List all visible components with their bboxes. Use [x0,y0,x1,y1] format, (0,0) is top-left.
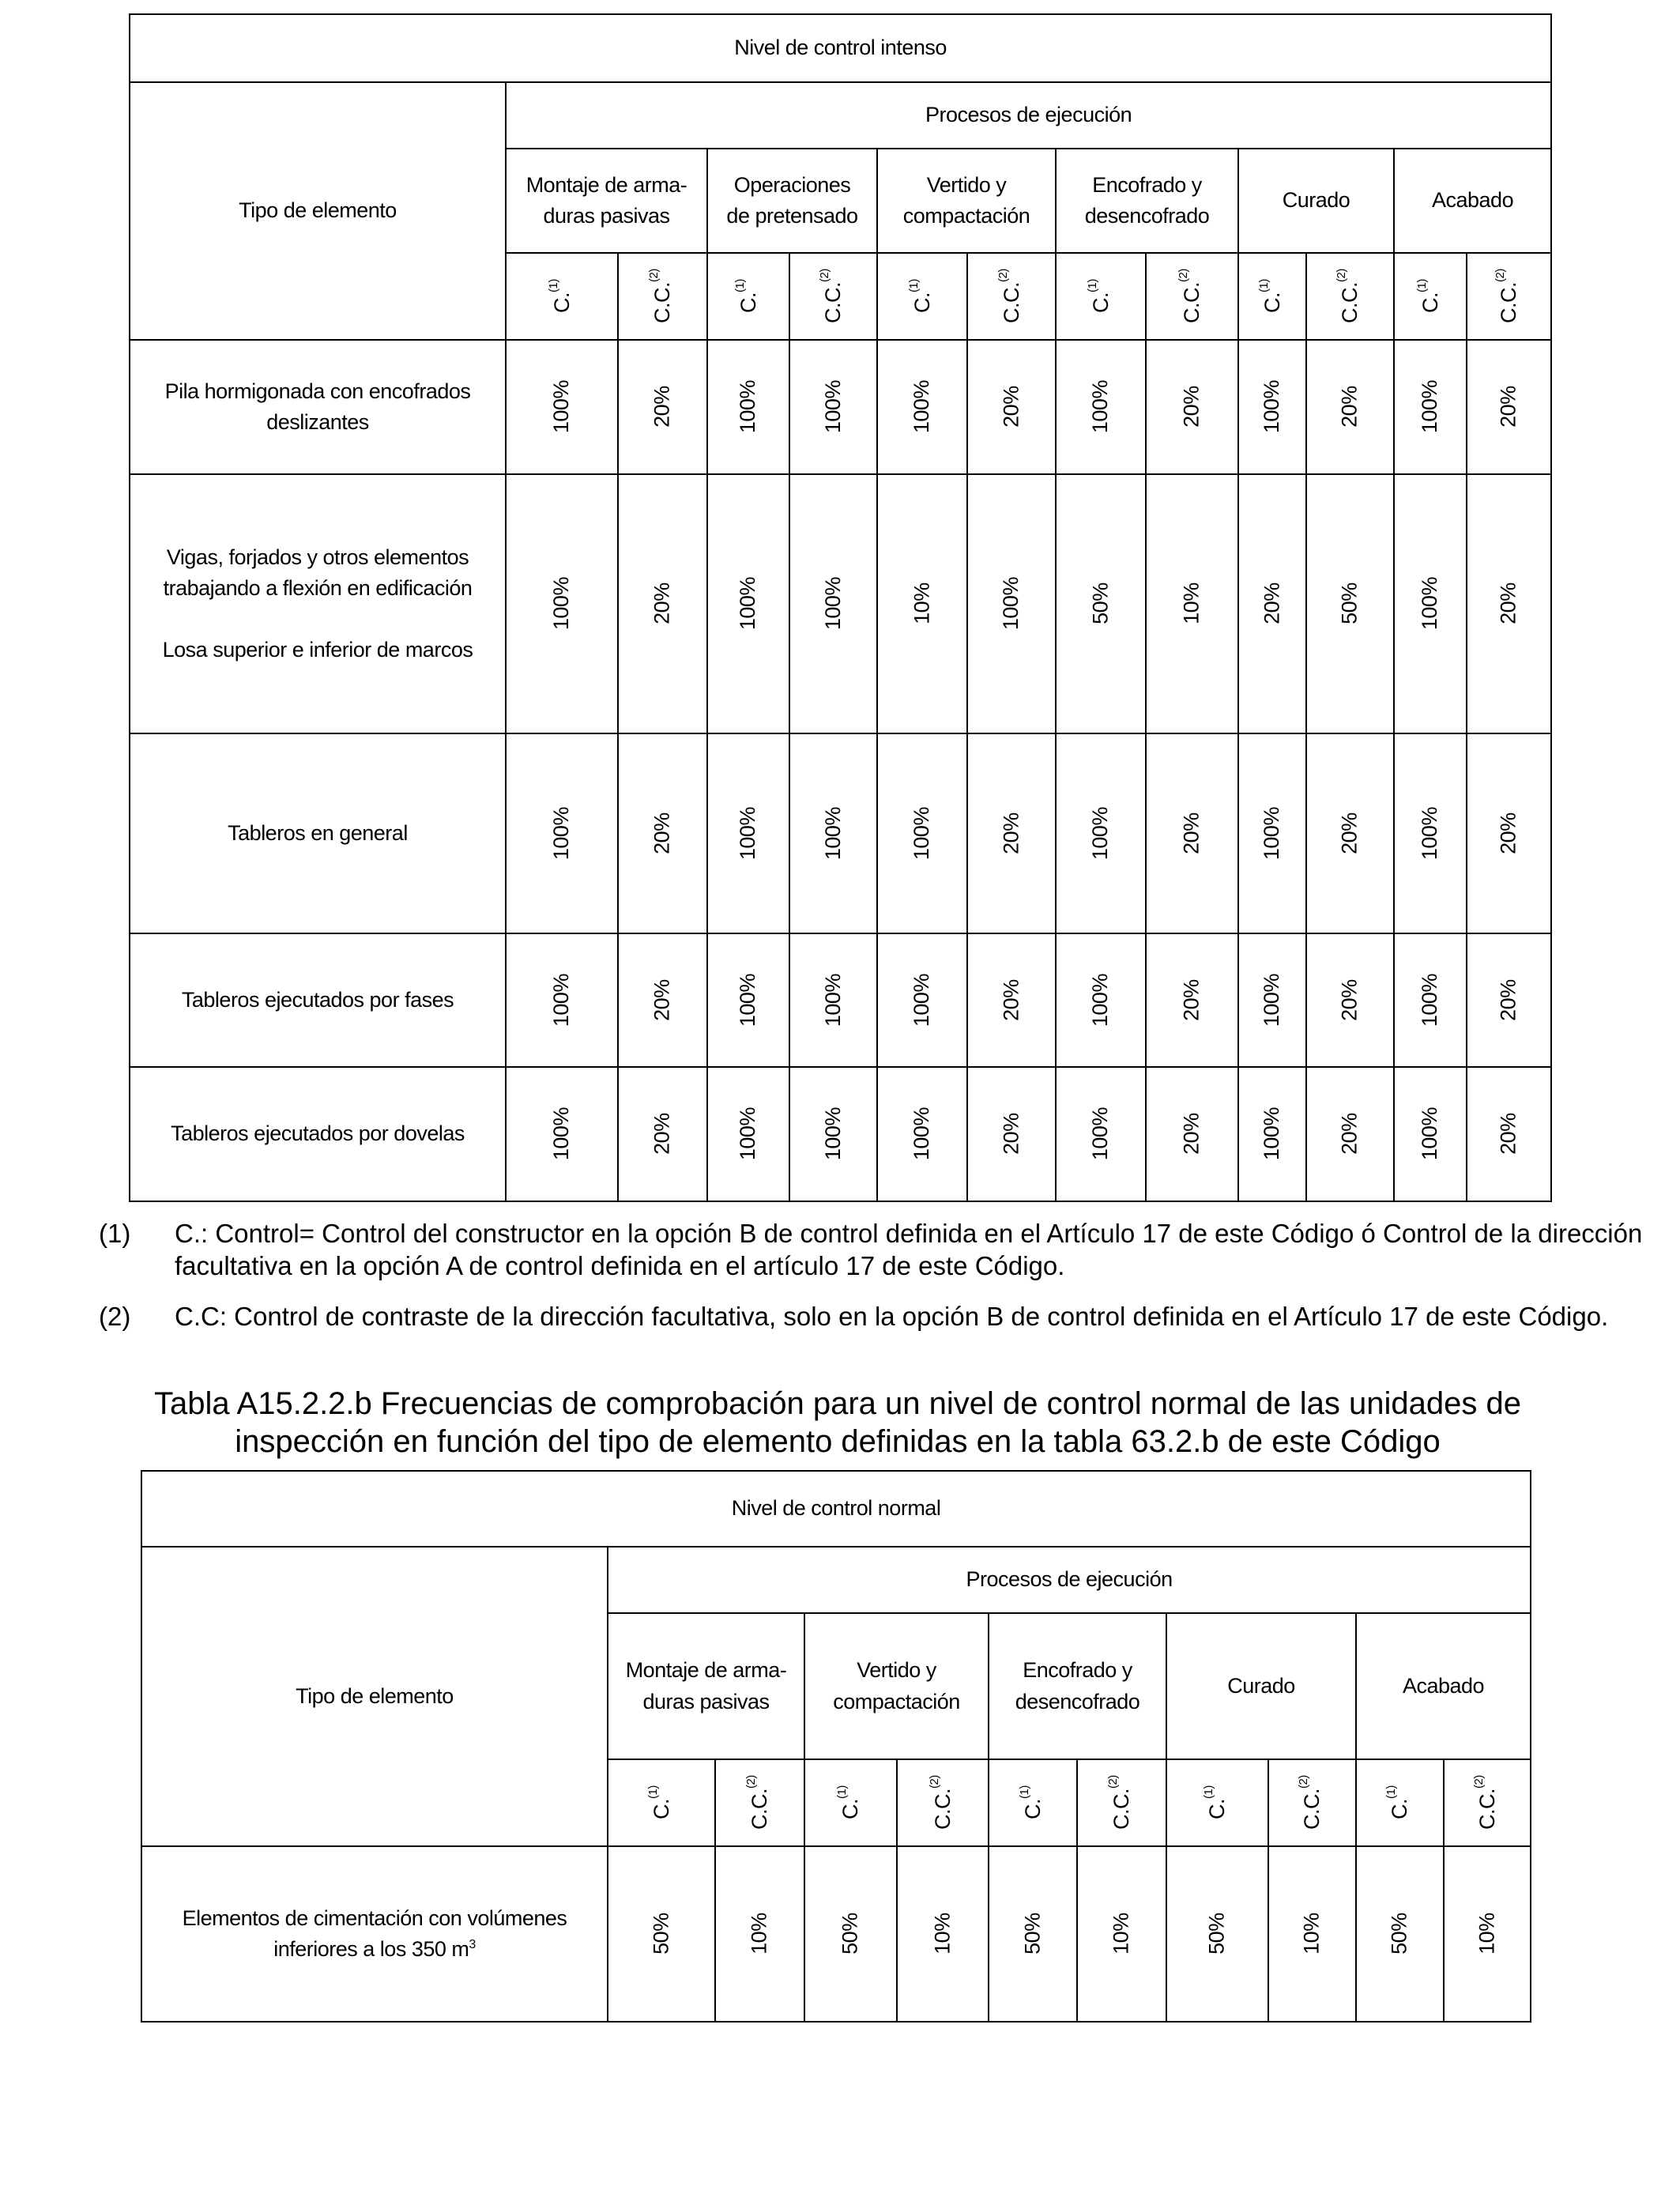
sub-header-c: C.$^{(1)}$ [707,253,789,340]
value-cell: 20% [618,933,707,1067]
process-header-cell: Acabado [1394,149,1551,253]
value-cell: 20% [1306,1067,1394,1201]
value-cell: 20% [1146,933,1238,1067]
value-cell: 100% [789,733,877,933]
value-cell: 100% [707,474,789,733]
sub-header-c: C.$^{(1)}$ [1166,1759,1268,1846]
sub-header-cc: C.C.$^{(2)}$ [789,253,877,340]
value-cell: 100% [707,733,789,933]
table-row [130,474,1551,733]
footnote [95,1217,1644,1283]
process-header-cell: Montaje de arma- duras pasivas [608,1613,804,1759]
value-cell: 20% [1146,1067,1238,1201]
footnote-number: (2) [99,1301,131,1331]
footnote-number: (1) [99,1219,131,1248]
value-cell: 100% [877,733,967,933]
value-cell: 10% [897,1846,989,2022]
value-cell: 10% [1444,1846,1531,2022]
value-cell: 100% [1238,933,1306,1067]
value-cell: 20% [1467,733,1551,933]
table-caption: Tabla A15.2.2.b Frecuencias de comprobación para un nivel de control normal de las unidades de inspección en función del tipo de elemento definidas en la tabla 63.2.b de este Código [154,1386,1521,1459]
sub-header-c: C.$^{(1)}$ [989,1759,1077,1846]
element-type-header: Tipo de elemento [130,82,506,340]
value-cell: 20% [1306,340,1394,474]
value-cell: 100% [1056,733,1146,933]
sub-header-c: C.$^{(1)}$ [1238,253,1306,340]
value-cell: 20% [1467,1067,1551,1201]
value-cell: 100% [877,933,967,1067]
sub-header-cc: C.C.$^{(2)}$ [967,253,1056,340]
value-cell: 100% [967,474,1056,733]
row-label: Tableros en general [130,733,506,933]
value-cell: 20% [1306,933,1394,1067]
value-cell: 100% [506,474,618,733]
value-cell: 50% [989,1846,1077,2022]
normal-control-table [141,1470,1531,2022]
row-label: Vigas, forjados y otros elementos trabajando a flexión en edificación Losa superior e inferior de marcos [130,474,506,733]
value-cell: 20% [967,733,1056,933]
footnote [95,1300,1644,1333]
value-cell: 10% [1268,1846,1356,2022]
value-cell: 20% [967,933,1056,1067]
value-cell: 50% [1166,1846,1268,2022]
value-cell: 100% [1394,1067,1467,1201]
value-cell: 20% [618,1067,707,1201]
process-header-cell: Curado [1238,149,1394,253]
value-cell: 100% [789,340,877,474]
value-cell: 10% [1077,1846,1166,2022]
row-label: Tableros ejecutados por dovelas [130,1067,506,1201]
value-cell: 20% [1146,733,1238,933]
value-cell: 100% [1238,340,1306,474]
value-cell: 100% [1394,474,1467,733]
value-cell: 20% [618,340,707,474]
value-cell: 50% [1056,474,1146,733]
value-cell: 20% [967,1067,1056,1201]
sub-header-cc: C.C.$^{(2)}$ [897,1759,989,1846]
footnote-text: C.C: Control de contraste de la dirección facultativa, solo en la opción B de control definida en el Artículo 17 de este Código. [175,1301,1609,1331]
process-header-cell: Encofrado y desencofrado [1056,149,1238,253]
row-label: Pila hormigonada con encofrados deslizantes [130,340,506,474]
value-cell: 100% [707,1067,789,1201]
value-cell: 100% [877,1067,967,1201]
table-row [130,1067,1551,1201]
value-cell: 50% [1356,1846,1444,2022]
value-cell: 20% [1146,340,1238,474]
value-cell: 100% [1394,933,1467,1067]
value-cell: 20% [1238,474,1306,733]
value-cell: 20% [967,340,1056,474]
table-title: Nivel de control normal [141,1471,1531,1547]
element-type-header: Tipo de elemento [141,1547,608,1846]
value-cell: 20% [1467,474,1551,733]
footnotes [95,1217,1644,1350]
table-row [130,340,1551,474]
process-header-cell: Vertido y compactación [804,1613,989,1759]
sub-header-cc: C.C.$^{(2)}$ [1306,253,1394,340]
intense-control-table [129,13,1552,1202]
table-title: Nivel de control intenso [130,14,1551,82]
row-label: Tableros ejecutados por fases [130,933,506,1067]
sub-header-c: C.$^{(1)}$ [1356,1759,1444,1846]
value-cell: 10% [877,474,967,733]
sub-header-cc: C.C.$^{(2)}$ [1467,253,1551,340]
process-header-cell: Montaje de arma- duras pasivas [506,149,707,253]
value-cell: 100% [1238,1067,1306,1201]
sub-header-c: C.$^{(1)}$ [608,1759,715,1846]
process-header: Procesos de ejecución [506,82,1551,149]
value-cell: 100% [1394,733,1467,933]
value-cell: 20% [618,733,707,933]
value-cell: 20% [1467,933,1551,1067]
value-cell: 100% [506,933,618,1067]
value-cell: 100% [506,1067,618,1201]
table-row [130,733,1551,933]
value-cell: 100% [506,733,618,933]
value-cell: 100% [1056,933,1146,1067]
value-cell: 10% [715,1846,804,2022]
table-row [130,933,1551,1067]
value-cell: 50% [1306,474,1394,733]
value-cell: 20% [618,474,707,733]
sub-header-c: C.$^{(1)}$ [877,253,967,340]
value-cell: 100% [789,474,877,733]
sub-header-c: C.$^{(1)}$ [1394,253,1467,340]
value-cell: 100% [789,1067,877,1201]
value-cell: 100% [506,340,618,474]
value-cell: 10% [1146,474,1238,733]
table-row [141,1846,1531,2022]
sub-header-cc: C.C.$^{(2)}$ [715,1759,804,1846]
process-header-cell: Acabado [1356,1613,1531,1759]
value-cell: 20% [1467,340,1551,474]
value-cell: 100% [1394,340,1467,474]
sub-header-c: C.$^{(1)}$ [1056,253,1146,340]
row-label: Elementos de cimentación con volúmenes inferiores a los 350 $m^3$ [141,1846,608,2022]
value-cell: 20% [1306,733,1394,933]
value-cell: 100% [877,340,967,474]
value-cell: 50% [804,1846,897,2022]
value-cell: 100% [1056,340,1146,474]
process-header-cell: Operaciones de pretensado [707,149,877,253]
sub-header-cc: C.C.$^{(2)}$ [1077,1759,1166,1846]
sub-header-cc: C.C.$^{(2)}$ [1444,1759,1531,1846]
sub-header-c: C.$^{(1)}$ [804,1759,897,1846]
value-cell: 100% [707,340,789,474]
value-cell: 50% [608,1846,715,2022]
process-header: Procesos de ejecución [608,1547,1531,1613]
footnote-text: C.: Control= Control del constructor en la opción B de control definida en el Artículo 17 de este Código ó Control de la dirección facultativa en la opción A de control definida en el artículo 17 de este Código. [175,1219,1643,1281]
sub-header-c: C.$^{(1)}$ [506,253,618,340]
process-header-cell: Vertido y compactación [877,149,1056,253]
process-header-cell: Curado [1166,1613,1356,1759]
value-cell: 100% [707,933,789,1067]
process-header-cell: Encofrado y desencofrado [989,1613,1166,1759]
sub-header-cc: C.C.$^{(2)}$ [1146,253,1238,340]
value-cell: 100% [1238,733,1306,933]
sub-header-cc: C.C.$^{(2)}$ [618,253,707,340]
value-cell: 100% [1056,1067,1146,1201]
value-cell: 100% [789,933,877,1067]
sub-header-cc: C.C.$^{(2)}$ [1268,1759,1356,1846]
